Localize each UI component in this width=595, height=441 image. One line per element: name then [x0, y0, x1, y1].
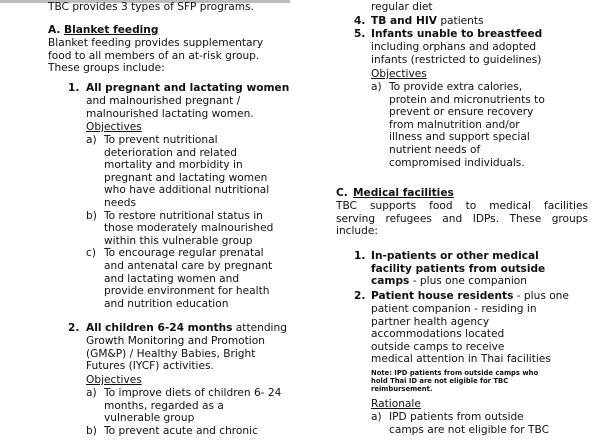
group-description — [86, 335, 265, 373]
text-line: patient companion - residing in — [371, 303, 537, 315]
rationale-heading: Rationale — [371, 398, 421, 410]
text-line: outside camps to receive — [371, 340, 505, 353]
text-line: protein and micronutrients to — [389, 93, 545, 106]
text-line: and nutrition education — [104, 297, 229, 310]
list-letter: a) — [371, 411, 382, 423]
group-title-bold: Patient house residents — [371, 290, 514, 302]
text-line — [371, 275, 545, 288]
text-line: Futures (IYCF) activities. — [86, 360, 214, 373]
text-line: To prevent nutritional — [104, 134, 218, 146]
list-item — [371, 411, 549, 436]
text-line — [371, 250, 545, 263]
group-title-bold: All children 6-24 months — [86, 322, 233, 334]
list-item — [86, 247, 273, 310]
list-item-text — [104, 247, 273, 310]
text-line: partner health agency — [371, 315, 490, 328]
section-a-marker: A. — [48, 24, 61, 36]
list-number: 1. — [354, 250, 366, 262]
group-title-infants: Infants unable to breastfeed — [371, 28, 543, 40]
text-line: months, regarded as a — [104, 399, 224, 412]
text-line: vulnerable group — [104, 412, 195, 425]
group-title-rest: patients — [436, 15, 484, 27]
rationale-list — [371, 411, 549, 436]
text-line: deterioration and related — [104, 146, 237, 159]
text-line — [371, 263, 545, 276]
list-item-text — [389, 411, 549, 436]
text-line: those moderately malnourished — [104, 222, 274, 235]
group-title-pregnant-lactating: All pregnant and lactating women — [86, 82, 290, 94]
list-letter: b) — [86, 424, 97, 437]
objectives-list — [86, 134, 273, 310]
text-line: needs — [104, 196, 136, 209]
group-title-bold: camps — [371, 275, 410, 288]
text-line: malnourished lactating women. — [86, 107, 254, 120]
list-item-text — [104, 210, 273, 248]
text-line: To provide extra calories, — [389, 81, 523, 93]
section-a-description — [48, 37, 263, 75]
text-line: from malnutrition and/or — [389, 118, 520, 131]
text-line: To improve diets of children 6- 24 — [104, 387, 282, 399]
text-line: prevent or ensure recovery — [389, 106, 534, 119]
text-line: and malnourished pregnant / — [86, 95, 241, 107]
section-a-title: Blanket feeding — [64, 24, 159, 36]
list-number: 1. — [68, 82, 80, 94]
list-number: 2. — [68, 322, 80, 334]
text-line: camps are not eligible for TBC — [389, 423, 549, 436]
list-item-text — [104, 425, 281, 438]
group-title-rest: - plus one — [513, 290, 569, 302]
text-line: infants (restricted to guidelines) — [371, 53, 542, 66]
list-item — [86, 210, 273, 248]
list-item-text — [389, 81, 545, 169]
list-item — [371, 81, 545, 169]
list-item — [86, 387, 281, 425]
text-line: and lactating women and — [104, 272, 240, 285]
objectives-list — [86, 387, 281, 437]
text-line: To prevent acute and chronic — [104, 424, 258, 437]
group-title-children — [86, 322, 287, 335]
text-line: medical attention in Thai facilities — [371, 353, 551, 366]
text-line: and antenatal care by pregnant — [104, 259, 273, 272]
list-item-text — [104, 134, 273, 210]
group-title-bold: facility patients from outside — [371, 262, 546, 275]
text-line: including orphans and adopted — [371, 41, 537, 53]
group-description — [371, 41, 541, 66]
intro-text: TBC provides 3 types of SFP programs. — [48, 1, 254, 13]
text-line: who have additional nutritional — [104, 184, 270, 197]
text-line: (GM&P) / Healthy Babies, Bright — [86, 347, 256, 360]
list-item — [86, 134, 273, 210]
section-c-title: Medical facilities — [353, 187, 454, 199]
section-c-description — [336, 200, 588, 238]
objectives-heading: Objectives — [86, 121, 142, 133]
list-item-text — [104, 387, 281, 425]
text-line: To encourage regular prenatal — [104, 247, 264, 260]
text-line: illness and support special — [389, 131, 530, 144]
text-line: food to all members of an at-risk group. — [48, 49, 260, 62]
note-text — [371, 369, 538, 394]
list-number: 2. — [354, 290, 366, 302]
text-line: Growth Monitoring and Promotion — [86, 335, 265, 347]
group-title-in-patients — [371, 250, 545, 288]
text-line: compromised individuals. — [389, 156, 525, 169]
group-description — [371, 303, 551, 366]
note-line: hold Thai ID are not eligible for TBC — [371, 377, 509, 386]
continued-text: regular diet — [371, 1, 433, 13]
text-line: provide environment for health — [104, 285, 270, 298]
list-letter: b) — [86, 209, 97, 222]
text-line: TBC supports food to medical facilities — [336, 200, 588, 212]
text-line: accommodations located — [371, 328, 505, 341]
group-title-rest: - plus one companion — [409, 275, 527, 288]
text-line: mortality and morbidity in — [104, 159, 243, 172]
note-line: Note: IPD patients from outside camps who — [371, 369, 539, 377]
text-line: include: — [336, 225, 378, 238]
objectives-heading: Objectives — [86, 374, 142, 386]
list-item — [86, 425, 281, 438]
list-letter: a) — [86, 134, 97, 146]
objectives-list — [371, 81, 545, 169]
list-number: 4. — [354, 15, 366, 27]
group-title-rest: attending — [232, 322, 287, 334]
group-title-tb-hiv — [371, 15, 484, 28]
text-line: nutrient needs of — [389, 143, 481, 156]
list-number: 5. — [354, 28, 366, 40]
text-line: within this vulnerable group — [104, 234, 253, 247]
list-letter: a) — [86, 387, 97, 399]
section-c-marker: C. — [336, 187, 348, 199]
group-title-bold: TB and HIV — [371, 15, 437, 27]
text-line: pregnant and lactating women — [104, 171, 268, 184]
list-letter: c) — [86, 247, 96, 260]
note-line: reimbursement. — [371, 385, 433, 394]
text-line: IPD patients from outside — [389, 411, 524, 423]
group-description — [86, 95, 254, 120]
group-title-patient-house — [371, 290, 569, 303]
list-letter: a) — [371, 81, 382, 93]
objectives-heading: Objectives — [371, 68, 427, 80]
text-line: These groups include: — [48, 62, 165, 75]
text-line: serving refugees and IDPs. These groups — [336, 212, 588, 225]
text-line: Blanket feeding provides supplementary — [48, 37, 264, 49]
group-title-bold: In-patients or other medical — [371, 250, 539, 262]
text-line: To restore nutritional status in — [104, 209, 263, 222]
